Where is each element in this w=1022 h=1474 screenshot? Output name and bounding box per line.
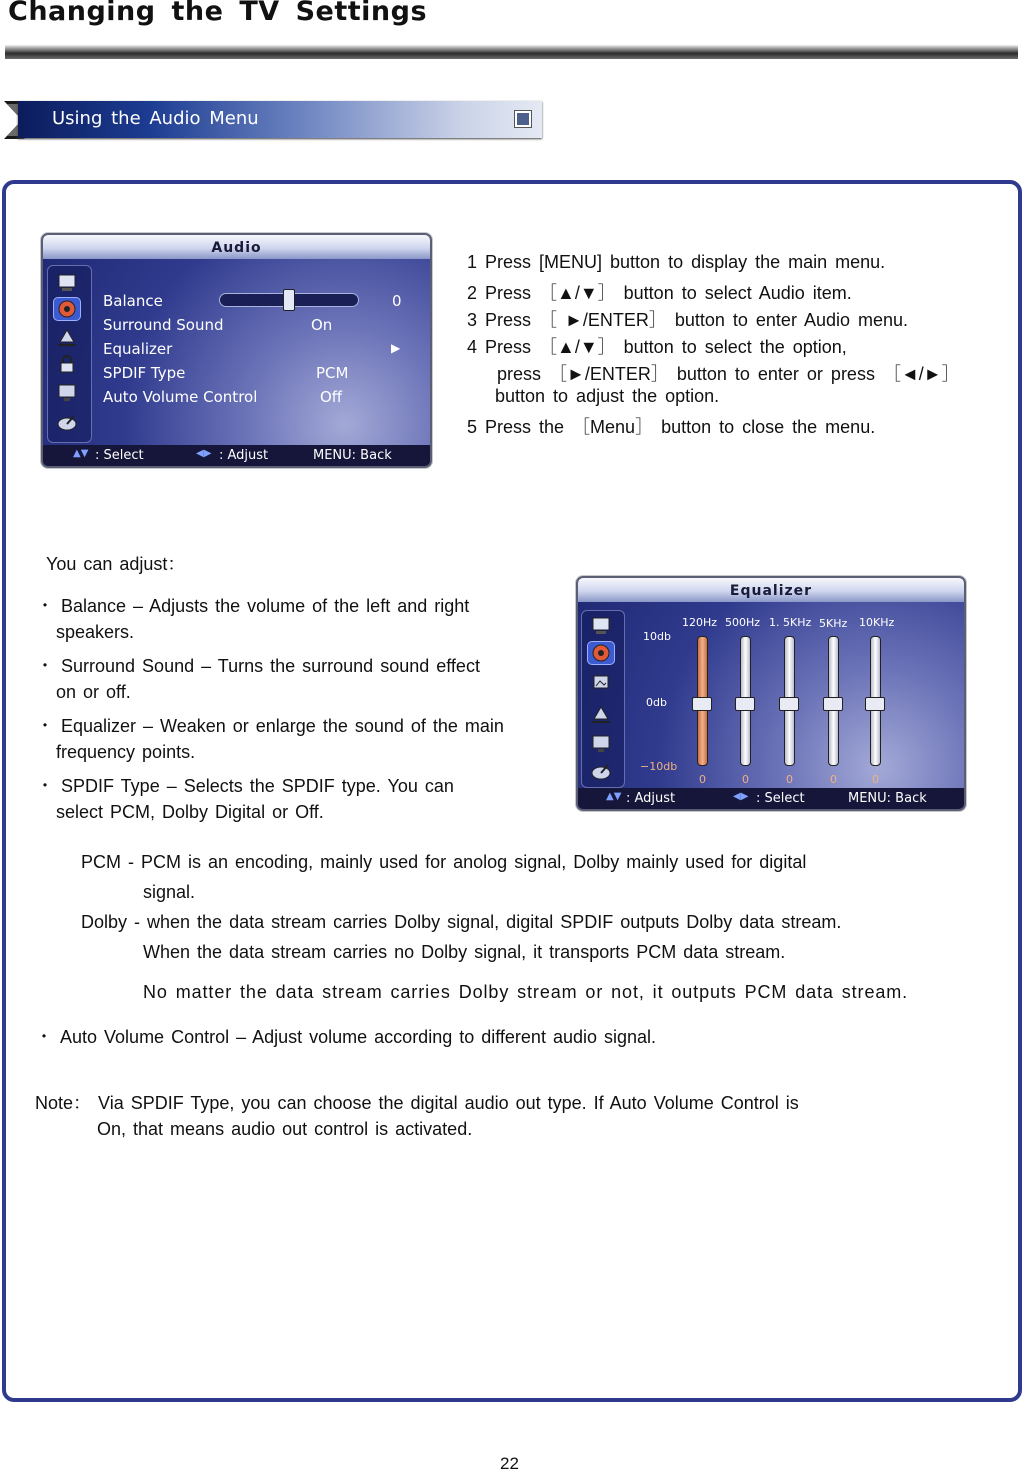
adjust-intro: You can adjust：	[46, 554, 186, 574]
dish-icon	[588, 761, 614, 783]
footer-select: : Select	[95, 448, 144, 463]
step-4-cont-2: button to adjust the option.	[495, 386, 720, 406]
eq-band-label: 5KHz	[819, 617, 848, 630]
menu-row-spdif-value: PCM	[316, 364, 349, 382]
bullet-equalizer-cont: frequency points.	[56, 742, 196, 762]
eq-slider-knob[interactable]	[823, 697, 843, 711]
submenu-arrow-icon: ▶	[391, 341, 401, 355]
bullet-spdif-cont: select PCM, Dolby Digital or Off.	[56, 802, 324, 822]
step-2: 2 Press ［▲/▼］ button to select Audio item.	[467, 283, 852, 303]
balance-slider[interactable]	[219, 293, 359, 307]
menu-row-surround-value: On	[311, 316, 333, 334]
note: Note： Via SPDIF Type, you can choose the digital audio out type. If Auto Volume Control is	[35, 1093, 799, 1113]
up-down-arrows-icon: ▲▼	[606, 791, 622, 802]
footer-adjust: : Adjust	[626, 791, 676, 806]
left-right-arrows-icon: ◀▶	[733, 791, 749, 802]
left-right-arrows-icon: ◀▶	[196, 448, 212, 459]
dolby-note: Dolby - when the data stream carries Dolby signal, digital SPDIF outputs Dolby data stream.	[81, 912, 842, 932]
eq-band-label: 10KHz	[859, 616, 895, 629]
satellite-icon	[588, 703, 614, 725]
pcm-note: PCM - PCM is an encoding, mainly used for anolog signal, Dolby mainly used for digital	[81, 852, 807, 872]
audio-icon	[588, 642, 614, 664]
step-3: 3 Press ［ ►/ENTER］ button to enter Audio menu.	[467, 310, 909, 330]
bullet-equalizer: ・ Equalizer – Weaken or enlarge the sound of the main	[36, 716, 504, 736]
balance-slider-knob[interactable]	[283, 289, 295, 311]
audio-menu-osd	[41, 233, 432, 468]
menu-row-avc-label[interactable]: Auto Volume Control	[103, 388, 258, 406]
step-1: 1 Press [MENU] button to display the main menu.	[467, 252, 886, 272]
monitor-icon	[54, 382, 80, 404]
tv-icon	[588, 615, 614, 637]
osd-icon-bar	[47, 265, 92, 443]
dish-icon	[54, 412, 80, 434]
bullet-surround-cont: on or off.	[56, 682, 131, 702]
osd-title: Audio	[43, 235, 430, 259]
bullet-balance-cont: speakers.	[56, 622, 135, 642]
section-title: Using the Audio Menu	[52, 108, 259, 129]
note-cont: On, that means audio out control is activated.	[97, 1119, 473, 1139]
audio-icon	[54, 298, 80, 320]
tv-icon	[54, 272, 80, 294]
footer-back: MENU: Back	[313, 448, 392, 463]
eq-slider-knob[interactable]	[735, 697, 755, 711]
eq-band-value: 0	[699, 773, 706, 786]
step-4-cont: press ［►/ENTER］ button to enter or press ［◄/►］	[497, 364, 960, 384]
eq-scale-top: 10db	[643, 630, 671, 643]
osd-title: Equalizer	[578, 578, 964, 602]
eq-band-value: 0	[742, 773, 749, 786]
eq-scale-bottom: −10db	[640, 760, 678, 773]
osd-footer	[43, 445, 430, 466]
lock-icon	[54, 354, 80, 376]
bullet-surround: ・ Surround Sound – Turns the surround sound effect	[36, 656, 480, 676]
satellite-icon	[54, 326, 80, 348]
footer-adjust: : Adjust	[219, 448, 269, 463]
eq-band-label: 120Hz	[682, 616, 718, 629]
menu-row-avc-value: Off	[320, 388, 343, 406]
menu-row-balance-value: 0	[392, 292, 402, 310]
footer-select: : Select	[756, 791, 805, 806]
step-4: 4 Press ［▲/▼］ button to select the option,	[467, 337, 847, 357]
bullet-spdif: ・ SPDIF Type – Selects the SPDIF type. You can	[36, 776, 454, 796]
dolby-note-cont: When the data stream carries no Dolby signal, it transports PCM data stream.	[143, 942, 786, 962]
menu-row-balance-label[interactable]: Balance	[103, 292, 163, 310]
eq-band-value: 0	[786, 773, 793, 786]
osd-icon-bar	[581, 610, 625, 788]
eq-band-value: 0	[830, 773, 837, 786]
pcm-note-cont: signal.	[143, 882, 196, 902]
equalizer-menu-osd	[576, 576, 966, 811]
bullet-avc: ・ Auto Volume Control – Adjust volume according to different audio signal.	[35, 1027, 657, 1047]
eq-band-value: 0	[872, 773, 879, 786]
eq-slider-knob[interactable]	[692, 697, 712, 711]
eq-scale-mid: 0db	[646, 696, 667, 709]
footer-back: MENU: Back	[848, 791, 927, 806]
menu-row-equalizer-label[interactable]: Equalizer	[103, 340, 173, 358]
square-icon	[515, 111, 531, 127]
menu-row-spdif-label[interactable]: SPDIF Type	[103, 364, 186, 382]
step-5: 5 Press the ［Menu］ button to close the menu.	[467, 417, 876, 437]
up-down-arrows-icon: ▲▼	[73, 448, 89, 459]
eq-slider-knob[interactable]	[865, 697, 885, 711]
page-number: 22	[500, 1454, 519, 1473]
picture-icon	[588, 672, 614, 694]
menu-row-surround-label[interactable]: Surround Sound	[103, 316, 224, 334]
dolby-note-cont-2: No matter the data stream carries Dolby stream or not, it outputs PCM data stream.	[143, 982, 909, 1002]
eq-slider-knob[interactable]	[779, 697, 799, 711]
page-title: Changing the TV Settings	[8, 0, 428, 27]
eq-band-label: 500Hz	[725, 616, 761, 629]
osd-footer	[578, 788, 964, 809]
eq-band-label: 1. 5KHz	[769, 616, 812, 629]
bullet-balance: ・ Balance – Adjusts the volume of the left and right	[36, 596, 470, 616]
monitor-icon	[588, 733, 614, 755]
title-rule	[5, 45, 1018, 59]
